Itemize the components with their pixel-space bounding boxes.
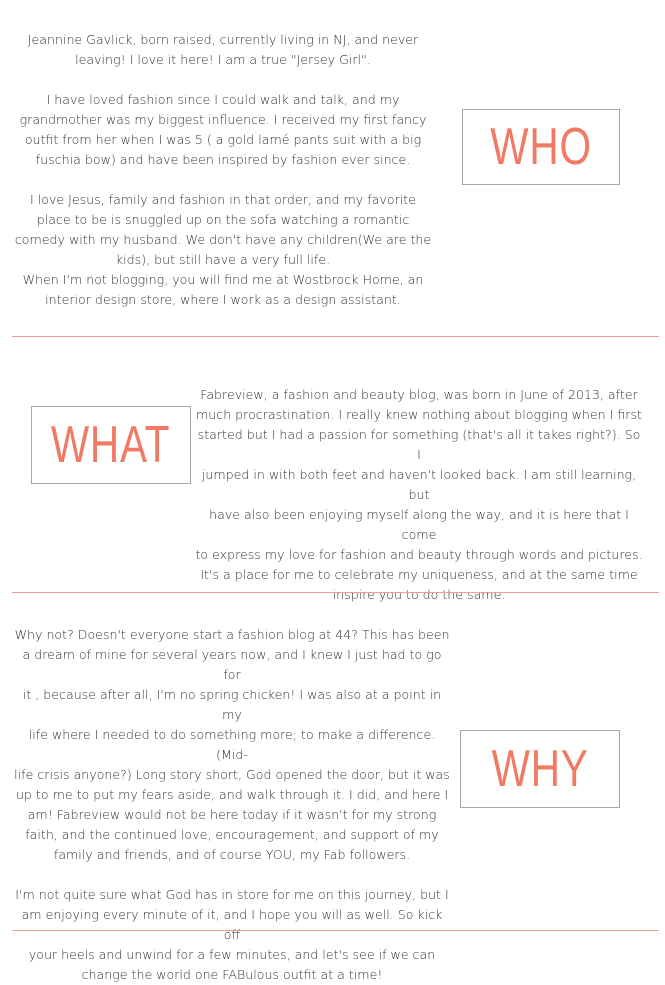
who-text [14, 30, 432, 310]
what-label-box [31, 406, 191, 484]
why-paragraph-1: Why not? Doesn't everyone start a fashion blog at 44? This has been a dream of mine for several years now, and I knew I just had to go for it , because after all, I'm no spring chicken! I was also at a point in my life where I needed to do something more; to make a difference. (Mid- life crisis anyone?) Long story short, God opened the door, but it was up to me to put my fears aside, and walk through it. I did, and here I am! Fabreview would not be here today if it wasn't for my strong faith, and the continued love, encouragement, and support of my family and friends, and of course YOU, my Fab followers. [14, 627, 450, 862]
divider-1 [12, 336, 659, 337]
divider-3 [12, 930, 659, 931]
who-paragraph-4: When I'm not blogging, you will find me at Wostbrock Home, an interior design store, where I work as a design assistant. [22, 272, 424, 307]
why-text [12, 625, 452, 985]
who-paragraph-2: I have loved fashion since I could walk and talk, and my grandmother was my biggest influence. I received my first fancy outfit from her when I was 5 ( a gold lamé pants suit with a big fuschia bow) and have been inspired by fashion ever since. [19, 92, 427, 167]
what-label: WHAT [51, 416, 171, 474]
why-paragraph-2: I'm not quite sure what God has in store for me on this journey, but I am enjoying every minute of it, and I hope you will as well. So kick off your heels and unwind for a few minutes, and let's see if we can change the world one FABulous outfit at a time! [15, 887, 449, 982]
why-label-box [460, 730, 620, 808]
what-text [194, 385, 644, 605]
what-paragraph-1: Fabreview, a fashion and beauty blog, was born in June of 2013, after much procrastination. I really knew nothing about blogging when I first started but I had a passion for something (that's all it takes right?). So I jumped in with both feet and haven't looked back. I am still learning, but have also been enjoying myself along the way, and it is here that I come to express my love for fashion and beauty through words and pictures. It's a place for me to celebrate my uniqueness, and at the same time inspire you to do the same. [195, 387, 643, 602]
who-paragraph-1: Jeannine Gavlick, born raised, currently living in NJ, and never leaving! I love it here! I am a true "Jersey Girl". [27, 32, 419, 67]
why-label: WHY [491, 740, 589, 798]
divider-2 [12, 592, 659, 593]
who-paragraph-3: I love Jesus, family and fashion in that order, and my favorite place to be is snuggled up on the sofa watching a romantic comedy with my husband. We don't have any children(We are the kids), but still have a very full life. [14, 192, 432, 267]
who-label-box [462, 109, 620, 185]
who-label: WHO [490, 118, 592, 176]
